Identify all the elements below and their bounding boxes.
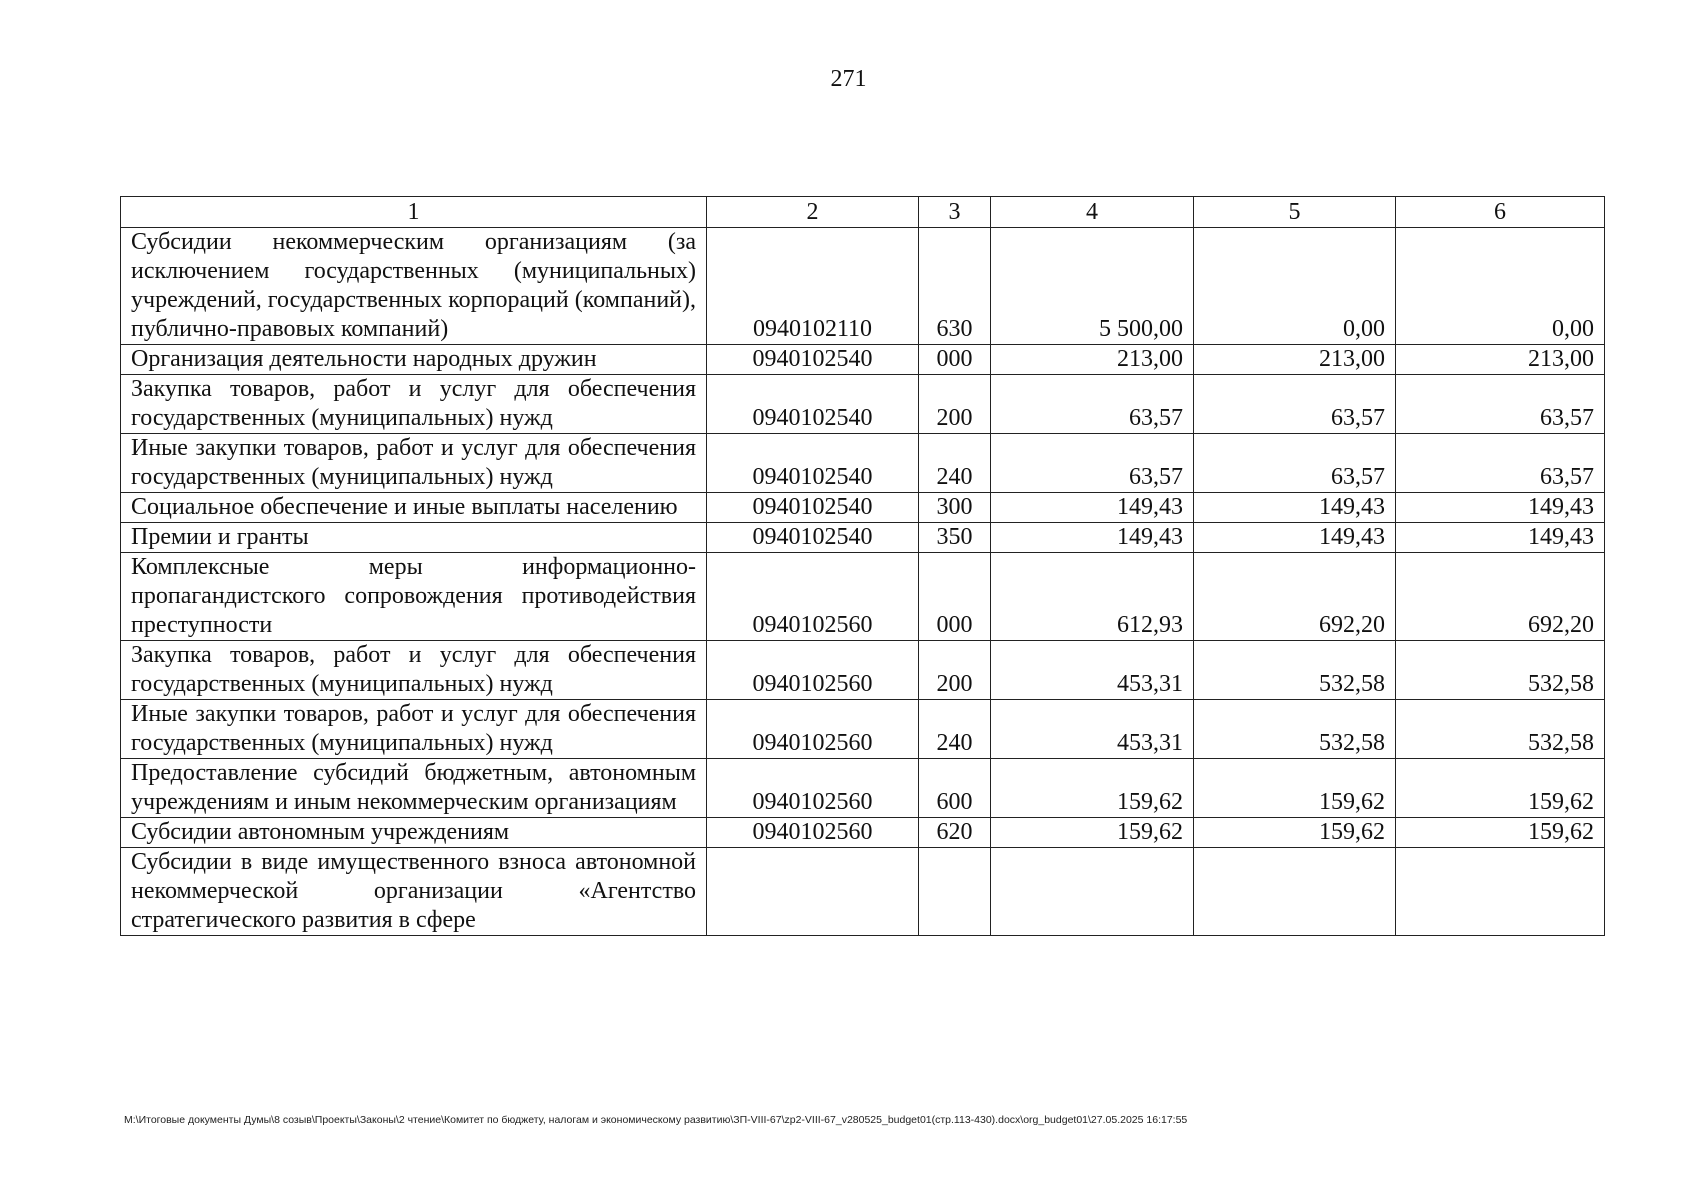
row-value-3: 159,62 — [1396, 759, 1605, 818]
row-value-1: 612,93 — [991, 553, 1194, 641]
table-row — [121, 759, 1605, 818]
row-name: Организация деятельности народных дружин — [121, 345, 707, 375]
row-name: Субсидии автономным учреждениям — [121, 818, 707, 848]
row-target-code: 0940102540 — [707, 523, 919, 553]
row-name: Социальное обеспечение и иные выплаты населению — [121, 493, 707, 523]
row-name: Субсидии некоммерческим организациям (за исключением государственных (муниципальных) учреждений, государственных корпораций (компаний), публично-правовых компаний) — [121, 228, 707, 345]
row-name: Иные закупки товаров, работ и услуг для обеспечения государственных (муниципальных) нужд — [121, 700, 707, 759]
row-value-2: 63,57 — [1194, 434, 1396, 493]
row-value-1: 149,43 — [991, 493, 1194, 523]
row-name: Субсидии в виде имущественного взноса автономной некоммерческой организации «Агентство стратегического развития в сфере — [121, 848, 707, 936]
row-value-3: 63,57 — [1396, 375, 1605, 434]
column-header-4: 4 — [991, 197, 1194, 228]
table-row — [121, 493, 1605, 523]
row-target-code: 0940102560 — [707, 553, 919, 641]
row-target-code: 0940102540 — [707, 375, 919, 434]
row-expense-type: 240 — [919, 434, 991, 493]
row-name: Закупка товаров, работ и услуг для обеспечения государственных (муниципальных) нужд — [121, 641, 707, 700]
row-value-1 — [991, 848, 1194, 936]
row-expense-type: 240 — [919, 700, 991, 759]
row-value-1: 5 500,00 — [991, 228, 1194, 345]
row-value-2 — [1194, 848, 1396, 936]
row-value-2: 159,62 — [1194, 759, 1396, 818]
table-row — [121, 553, 1605, 641]
row-value-1: 63,57 — [991, 375, 1194, 434]
table-row — [121, 434, 1605, 493]
table-row — [121, 641, 1605, 700]
row-name: Комплексные меры информационно-пропагандистского сопровождения противодействия преступности — [121, 553, 707, 641]
row-name: Премии и гранты — [121, 523, 707, 553]
row-value-1: 159,62 — [991, 818, 1194, 848]
page-number: 271 — [830, 66, 867, 92]
row-target-code: 0940102560 — [707, 759, 919, 818]
budget-table — [120, 196, 1605, 936]
column-header-5: 5 — [1194, 197, 1396, 228]
row-expense-type: 600 — [919, 759, 991, 818]
row-value-2: 149,43 — [1194, 523, 1396, 553]
row-expense-type: 350 — [919, 523, 991, 553]
header-row — [121, 197, 1605, 228]
row-value-2: 63,57 — [1194, 375, 1396, 434]
row-target-code: 0940102560 — [707, 818, 919, 848]
table-row — [121, 818, 1605, 848]
row-value-2: 213,00 — [1194, 345, 1396, 375]
table-row — [121, 345, 1605, 375]
row-value-2: 692,20 — [1194, 553, 1396, 641]
table-row — [121, 848, 1605, 936]
row-expense-type: 000 — [919, 553, 991, 641]
table-row — [121, 700, 1605, 759]
row-value-1: 63,57 — [991, 434, 1194, 493]
column-header-6: 6 — [1396, 197, 1605, 228]
row-name: Предоставление субсидий бюджетным, автономным учреждениям и иным некоммерческим организациям — [121, 759, 707, 818]
row-value-1: 159,62 — [991, 759, 1194, 818]
row-value-3: 213,00 — [1396, 345, 1605, 375]
row-name: Иные закупки товаров, работ и услуг для обеспечения государственных (муниципальных) нужд — [121, 434, 707, 493]
row-value-3 — [1396, 848, 1605, 936]
row-value-2: 532,58 — [1194, 641, 1396, 700]
row-value-1: 453,31 — [991, 641, 1194, 700]
row-value-3: 532,58 — [1396, 700, 1605, 759]
row-value-3: 0,00 — [1396, 228, 1605, 345]
row-value-3: 692,20 — [1396, 553, 1605, 641]
column-header-2: 2 — [707, 197, 919, 228]
row-value-3: 159,62 — [1396, 818, 1605, 848]
row-value-3: 149,43 — [1396, 493, 1605, 523]
row-expense-type: 200 — [919, 375, 991, 434]
table-row — [121, 375, 1605, 434]
row-value-2: 0,00 — [1194, 228, 1396, 345]
row-target-code — [707, 848, 919, 936]
row-value-2: 532,58 — [1194, 700, 1396, 759]
row-expense-type: 300 — [919, 493, 991, 523]
row-target-code: 0940102560 — [707, 641, 919, 700]
document-path-footer: M:\Итоговые документы Думы\8 созыв\Проекты\Законы\2 чтение\Комитет по бюджету, налогам и экономическому развитию\ЗП-VIII-67\zp2-VIII-67_v280525_budget01(стр.113-430).docx\org_budget01\27.05.2025 16:17:55 — [124, 1114, 1188, 1126]
row-value-2: 159,62 — [1194, 818, 1396, 848]
row-value-3: 532,58 — [1396, 641, 1605, 700]
row-target-code: 0940102110 — [707, 228, 919, 345]
row-target-code: 0940102560 — [707, 700, 919, 759]
row-name: Закупка товаров, работ и услуг для обеспечения государственных (муниципальных) нужд — [121, 375, 707, 434]
column-header-1: 1 — [121, 197, 707, 228]
row-expense-type: 630 — [919, 228, 991, 345]
row-value-2: 149,43 — [1194, 493, 1396, 523]
row-value-1: 453,31 — [991, 700, 1194, 759]
row-target-code: 0940102540 — [707, 345, 919, 375]
row-target-code: 0940102540 — [707, 493, 919, 523]
row-expense-type — [919, 848, 991, 936]
row-expense-type: 200 — [919, 641, 991, 700]
row-value-3: 63,57 — [1396, 434, 1605, 493]
row-value-1: 149,43 — [991, 523, 1194, 553]
row-value-3: 149,43 — [1396, 523, 1605, 553]
column-header-3: 3 — [919, 197, 991, 228]
row-target-code: 0940102540 — [707, 434, 919, 493]
table-row — [121, 523, 1605, 553]
row-expense-type: 620 — [919, 818, 991, 848]
row-value-1: 213,00 — [991, 345, 1194, 375]
table-row — [121, 228, 1605, 345]
row-expense-type: 000 — [919, 345, 991, 375]
